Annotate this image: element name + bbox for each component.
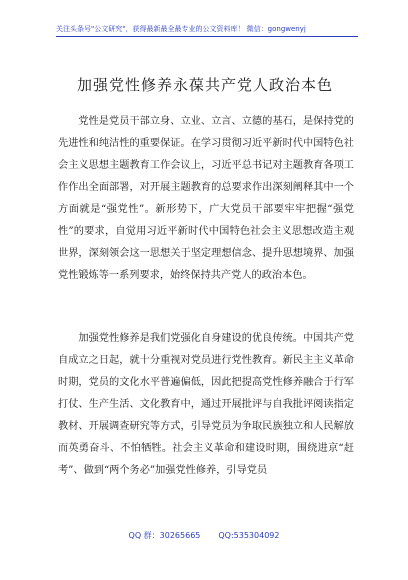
body-paragraph-1: 党性是党员干部立身、立业、立言、立德的基石，是保持党的先进性和纯洁性的重要保证。在学习贯彻习近平新时代中国特色社会主义思想主题教育工作会议上，习近平总书记对主题教育各项工作作出全面部署，对开展主题教育的总要求作出深刻阐释其中一个方面就是“强党性”。新形势下，广大党员干部要牢牢把握“强党性”的要求，自觉用习近平新时代中国特色社会主义思想改造主观世界，深刻领会这一思想关于坚定理想信念、提升思想境界、加强党性锻炼等一系列要求，始终保持共产党人的政治本色。	[58, 116, 354, 281]
header-divider	[56, 36, 358, 37]
header-promo-link[interactable]: 关注头条号"公文研究"，获得最新最全最专业的公文资料库！ 微信：gongwenyj	[56, 25, 306, 33]
footer-contact	[0, 530, 408, 542]
footer-qq: QQ:535304092	[218, 531, 280, 540]
body-paragraph-2: 加强党性修养是我们党强化自身建设的优良传统。中国共产党自成立之日起，就十分重视对党员进行党性教育。新民主主义革命时期，党员的文化水平普遍偏低，因此把提高党性修养融合于行军打仗、生产生活、文化教育中，通过开展批评与自我批评阅读指定教材、开展调查研究等方式，引导党员为争取民族独立和人民解放而英勇奋斗、不怕牺牲。社会主义革命和建设时期，围绕进京“赶考”、做到“两个务必”加强党性修养，引导党员	[58, 333, 354, 476]
document-title: 加强党性修养永葆共产党人政治本色	[76, 76, 333, 94]
footer-qq-group: QQ 群：30265665	[128, 531, 201, 540]
